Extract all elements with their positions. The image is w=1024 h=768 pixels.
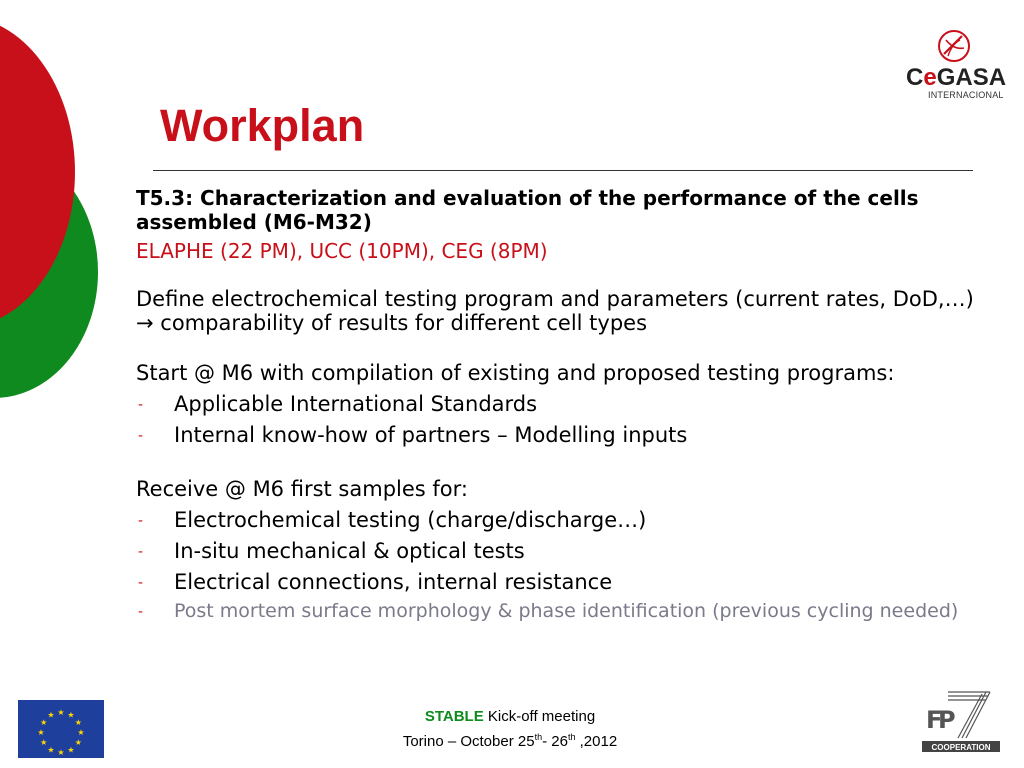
svg-text:★: ★ — [40, 718, 48, 727]
footer — [290, 706, 730, 752]
list-item: - Electrochemical testing (charge/discharge…) — [138, 508, 647, 532]
svg-text:★: ★ — [37, 728, 45, 737]
bullet-dash: - — [138, 544, 144, 560]
project-name: STABLE — [424, 708, 484, 725]
bullet-dash: - — [138, 397, 144, 413]
paragraph-testing-program: Define electrochemical testing program and parameters (current rates, DoD,…) → comparability of results for different cell types — [136, 287, 974, 335]
svg-text:★: ★ — [47, 710, 55, 720]
eu-flag-icon — [18, 700, 104, 758]
partner-effort: ELAPHE (22 PM), UCC (10PM), CEG (8PM) — [136, 239, 548, 263]
list-item: - Internal know-how of partners – Modelling inputs — [138, 423, 688, 447]
page-title: Workplan — [160, 100, 365, 151]
svg-text:★: ★ — [40, 738, 48, 747]
list-item: - Electrical connections, internal resistance — [138, 570, 613, 594]
fp7-seven-icon — [920, 688, 1002, 754]
fp7-cooperation-logo — [920, 688, 1002, 754]
list-item: - Post mortem surface morphology & phase identification (previous cycling needed) — [138, 600, 959, 622]
slide-content — [136, 186, 986, 622]
fp7-label: COOPERATION — [931, 743, 991, 752]
svg-text:★: ★ — [74, 718, 82, 727]
svg-text:★: ★ — [77, 728, 85, 737]
footer-line-2: Torino – October 25th- 26th ,2012 — [402, 732, 618, 750]
bullet-dash: - — [138, 575, 144, 591]
svg-text:★: ★ — [74, 738, 82, 747]
bullet-dash: - — [138, 604, 144, 620]
bullet-dash: - — [138, 428, 144, 444]
svg-text:★: ★ — [47, 745, 55, 755]
bullet-dash: - — [138, 513, 144, 529]
task-heading: T5.3: Characterization and evaluation of the performance of the cells assembled (M6-M32) — [136, 186, 919, 234]
paragraph-receive-m6: Receive @ M6 first samples for: — [136, 477, 468, 501]
cegasa-emblem-icon — [936, 28, 972, 64]
svg-text:★: ★ — [67, 710, 75, 720]
cegasa-logo — [904, 24, 1007, 104]
list-item: - Applicable International Standards — [138, 392, 538, 416]
title-divider — [153, 170, 973, 171]
svg-text:P: P — [938, 706, 956, 734]
svg-text:★: ★ — [57, 748, 65, 757]
svg-text:F: F — [926, 706, 943, 734]
cegasa-subtitle: INTERNACIONAL — [928, 90, 1004, 100]
paragraph-start-m6: Start @ M6 with compilation of existing and proposed testing programs: — [136, 361, 895, 385]
cegasa-brand-text: CeGASA — [906, 64, 1007, 91]
svg-text:★: ★ — [57, 708, 65, 717]
list-item: - In-situ mechanical & optical tests — [138, 539, 525, 563]
svg-text:★: ★ — [67, 745, 75, 755]
footer-line-1: STABLE Kick-off meeting — [424, 708, 596, 725]
